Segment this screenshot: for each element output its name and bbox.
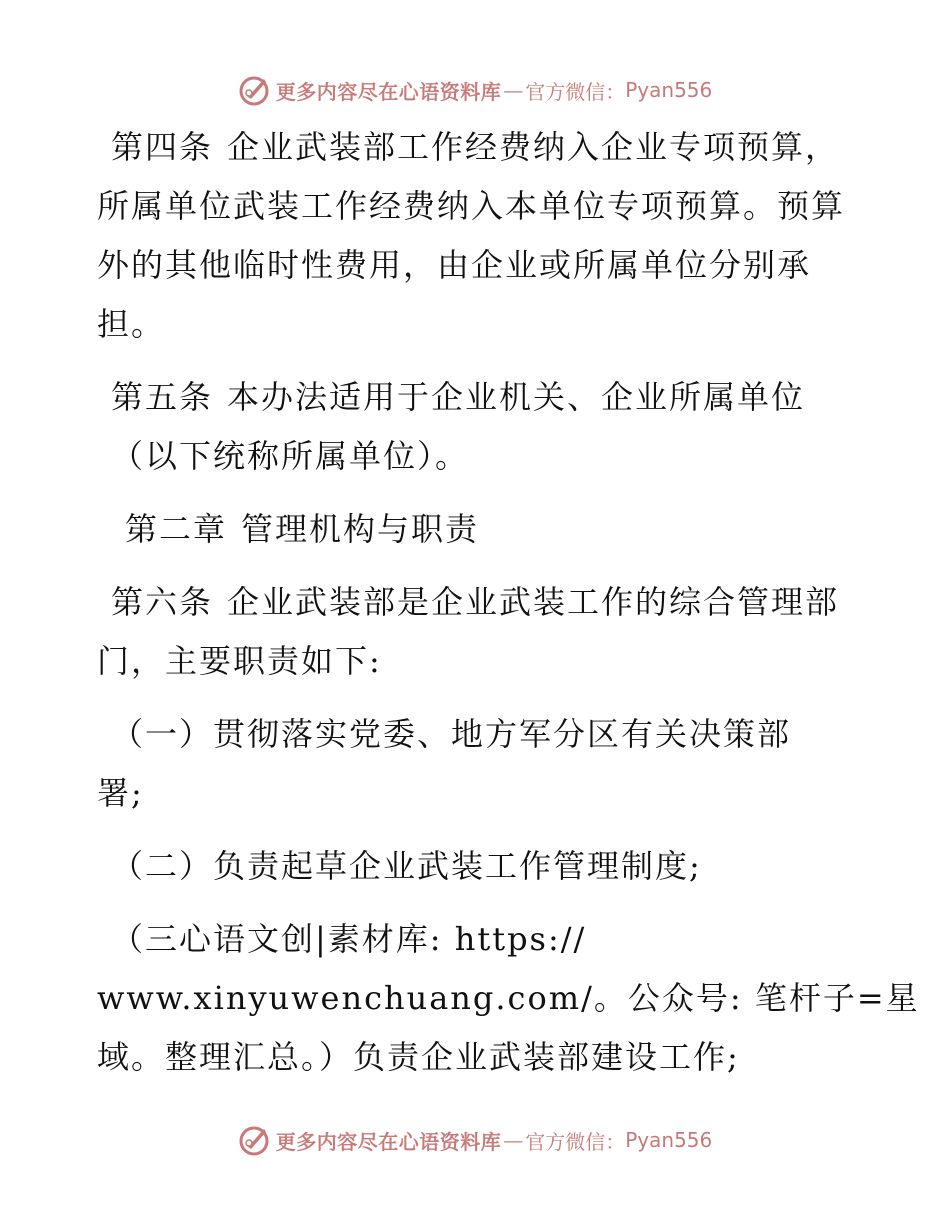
- article-4-line-3: 外的其他临时性费用，由企业或所属单位分别承: [97, 246, 812, 284]
- article-4-line-1: 第四条 企业武装部工作经费纳入企业专项预算，: [111, 128, 840, 166]
- wechat-label: 官方微信：: [525, 79, 626, 104]
- item-1-line-1: （一）贯彻落实党委、地方军分区有关决策部: [111, 715, 792, 753]
- footer-watermark: [0, 1120, 950, 1160]
- article-6: [97, 573, 857, 691]
- header-watermark: [0, 70, 950, 110]
- separator: —: [503, 78, 524, 102]
- article-5-title: 第五条: [111, 378, 214, 416]
- article-5: [97, 368, 857, 486]
- article-5-line-1: 第五条 本办法适用于企业机关、企业所属单位: [111, 378, 806, 416]
- article-5-line-2: （以下统称所属单位）。: [111, 437, 470, 475]
- wechat-id: Pyan556: [625, 78, 713, 102]
- article-4-line-2: 所属单位武装工作经费纳入本单位专项预算。预算: [97, 187, 846, 225]
- article-4: [97, 118, 857, 354]
- document-body: [97, 118, 920, 1101]
- chapter-2-title: 第二章: [125, 510, 228, 548]
- item-1-line-2: 署;: [97, 774, 144, 812]
- item-3: [97, 910, 920, 1087]
- quill-logo-icon: [238, 1123, 272, 1157]
- article-6-line-1: 第六条 企业武装部是企业武装工作的综合管理部: [111, 583, 840, 621]
- wechat-label: 官方微信：: [525, 1129, 626, 1154]
- promo-text: 更多内容尽在心语资料库: [275, 79, 502, 104]
- article-4-title: 第四条: [111, 128, 214, 166]
- article-6-line-2: 门，主要职责如下:: [97, 642, 382, 680]
- item-2: [97, 837, 857, 896]
- quill-logo-icon: [238, 73, 272, 107]
- article-4-line-4: 担。: [97, 305, 166, 343]
- promo-text: 更多内容尽在心语资料库: [275, 1129, 502, 1154]
- chapter-2-heading: [97, 500, 857, 559]
- item-2-line-1: （二）负责起草企业武装工作管理制度;: [111, 847, 702, 885]
- item-3-line-3: 域。整理汇总。）负责企业武装部建设工作;: [97, 1038, 740, 1076]
- item-1: [97, 705, 857, 823]
- item-3-line-2: www.xinyuwenchuang.com/。公众号: 笔杆子=星: [97, 979, 920, 1017]
- chapter-2-text: 管理机构与职责: [241, 510, 480, 548]
- separator: —: [503, 1128, 524, 1152]
- item-3-line-1: （三心语文创|素材库: https://: [111, 920, 587, 958]
- article-6-title: 第六条: [111, 583, 214, 621]
- wechat-id: Pyan556: [625, 1128, 713, 1152]
